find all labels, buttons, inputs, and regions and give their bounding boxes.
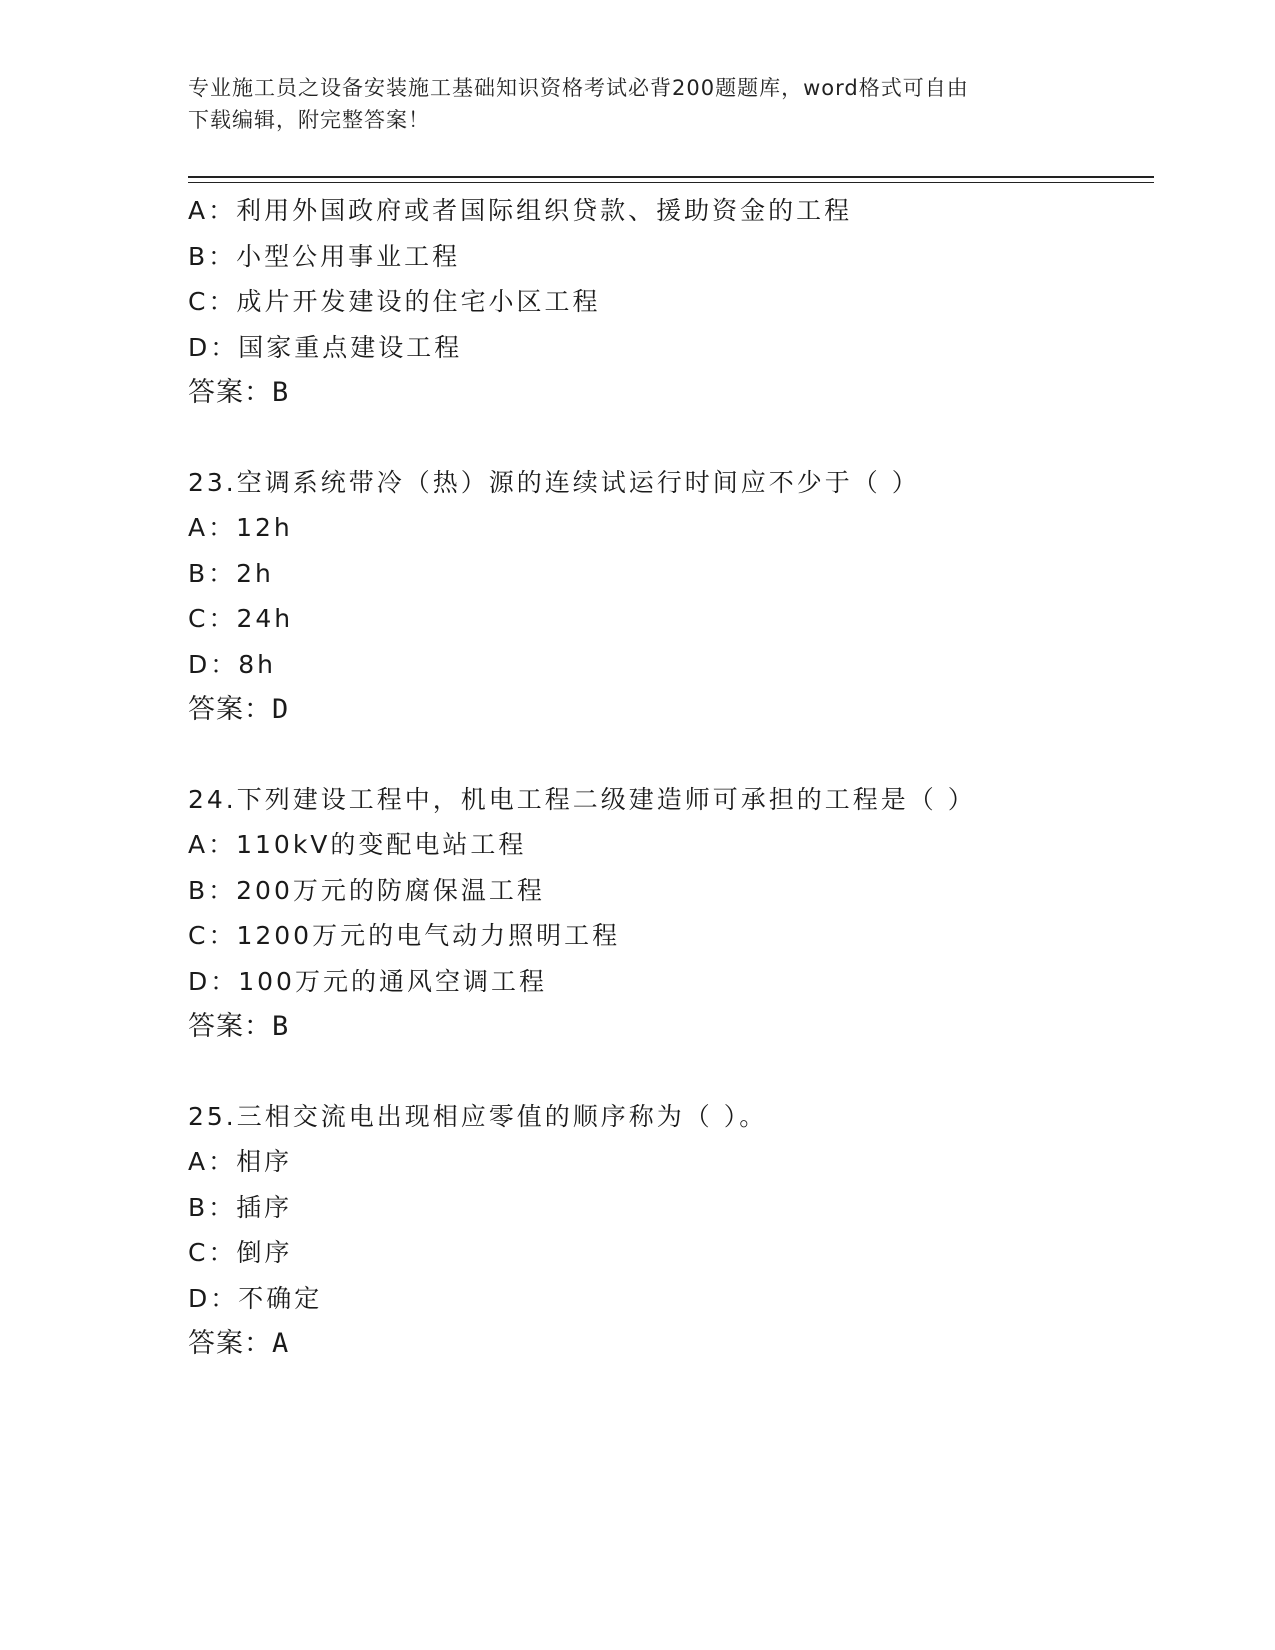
question-block-23 <box>188 460 1154 733</box>
option-b: B：小型公用事业工程 <box>188 241 461 271</box>
block-spacer <box>188 733 1154 777</box>
answer-value: D <box>272 694 290 725</box>
header-line-1: 专业施工员之设备安装施工基础知识资格考试必背200题题库，word格式可自由 <box>188 76 969 100</box>
answer-label: 答案： <box>188 1011 272 1042</box>
option-b: B：插序 <box>188 1192 293 1222</box>
answer-line <box>188 1321 1154 1367</box>
option-d: D：100万元的通风空调工程 <box>188 966 547 996</box>
option-a: A：利用外国政府或者国际组织贷款、援助资金的工程 <box>188 196 853 225</box>
option-c: C：成片开发建设的住宅小区工程 <box>188 287 601 316</box>
header-divider-thin <box>188 182 1154 183</box>
question-list <box>188 188 1154 1367</box>
question-block-24 <box>188 777 1154 1050</box>
option-d: D：不确定 <box>188 1283 323 1313</box>
answer-line <box>188 370 1154 416</box>
option-c: C：1200万元的电气动力照明工程 <box>188 921 621 950</box>
answer-line <box>188 1004 1154 1050</box>
block-spacer <box>188 416 1154 460</box>
question-block-22 <box>188 188 1154 416</box>
answer-label: 答案： <box>188 694 272 725</box>
option-b: B：200万元的防腐保温工程 <box>188 875 545 905</box>
option-c: C：24h <box>188 604 294 633</box>
question-text: 24.下列建设工程中，机电工程二级建造师可承担的工程是（ ） <box>188 784 976 814</box>
option-d: D：8h <box>188 649 277 679</box>
answer-value: B <box>272 1011 290 1042</box>
answer-label: 答案： <box>188 1328 272 1359</box>
header-line-2: 下载编辑，附完整答案！ <box>188 108 430 132</box>
option-a: A：相序 <box>188 1147 293 1176</box>
question-text: 23.空调系统带冷（热）源的连续试运行时间应不少于（ ） <box>188 467 920 497</box>
option-c: C：倒序 <box>188 1238 293 1267</box>
document-header <box>188 72 1088 136</box>
answer-value: B <box>272 377 290 408</box>
header-divider-thick <box>188 176 1154 178</box>
option-b: B：2h <box>188 558 274 588</box>
option-d: D：国家重点建设工程 <box>188 332 463 362</box>
answer-line <box>188 687 1154 733</box>
option-a: A：110kV的变配电站工程 <box>188 830 527 859</box>
option-a: A：12h <box>188 513 293 542</box>
answer-label: 答案： <box>188 377 272 408</box>
question-text: 25.三相交流电出现相应零值的顺序称为（ ）。 <box>188 1101 768 1131</box>
answer-value: A <box>272 1328 290 1359</box>
question-block-25 <box>188 1094 1154 1367</box>
block-spacer <box>188 1050 1154 1094</box>
